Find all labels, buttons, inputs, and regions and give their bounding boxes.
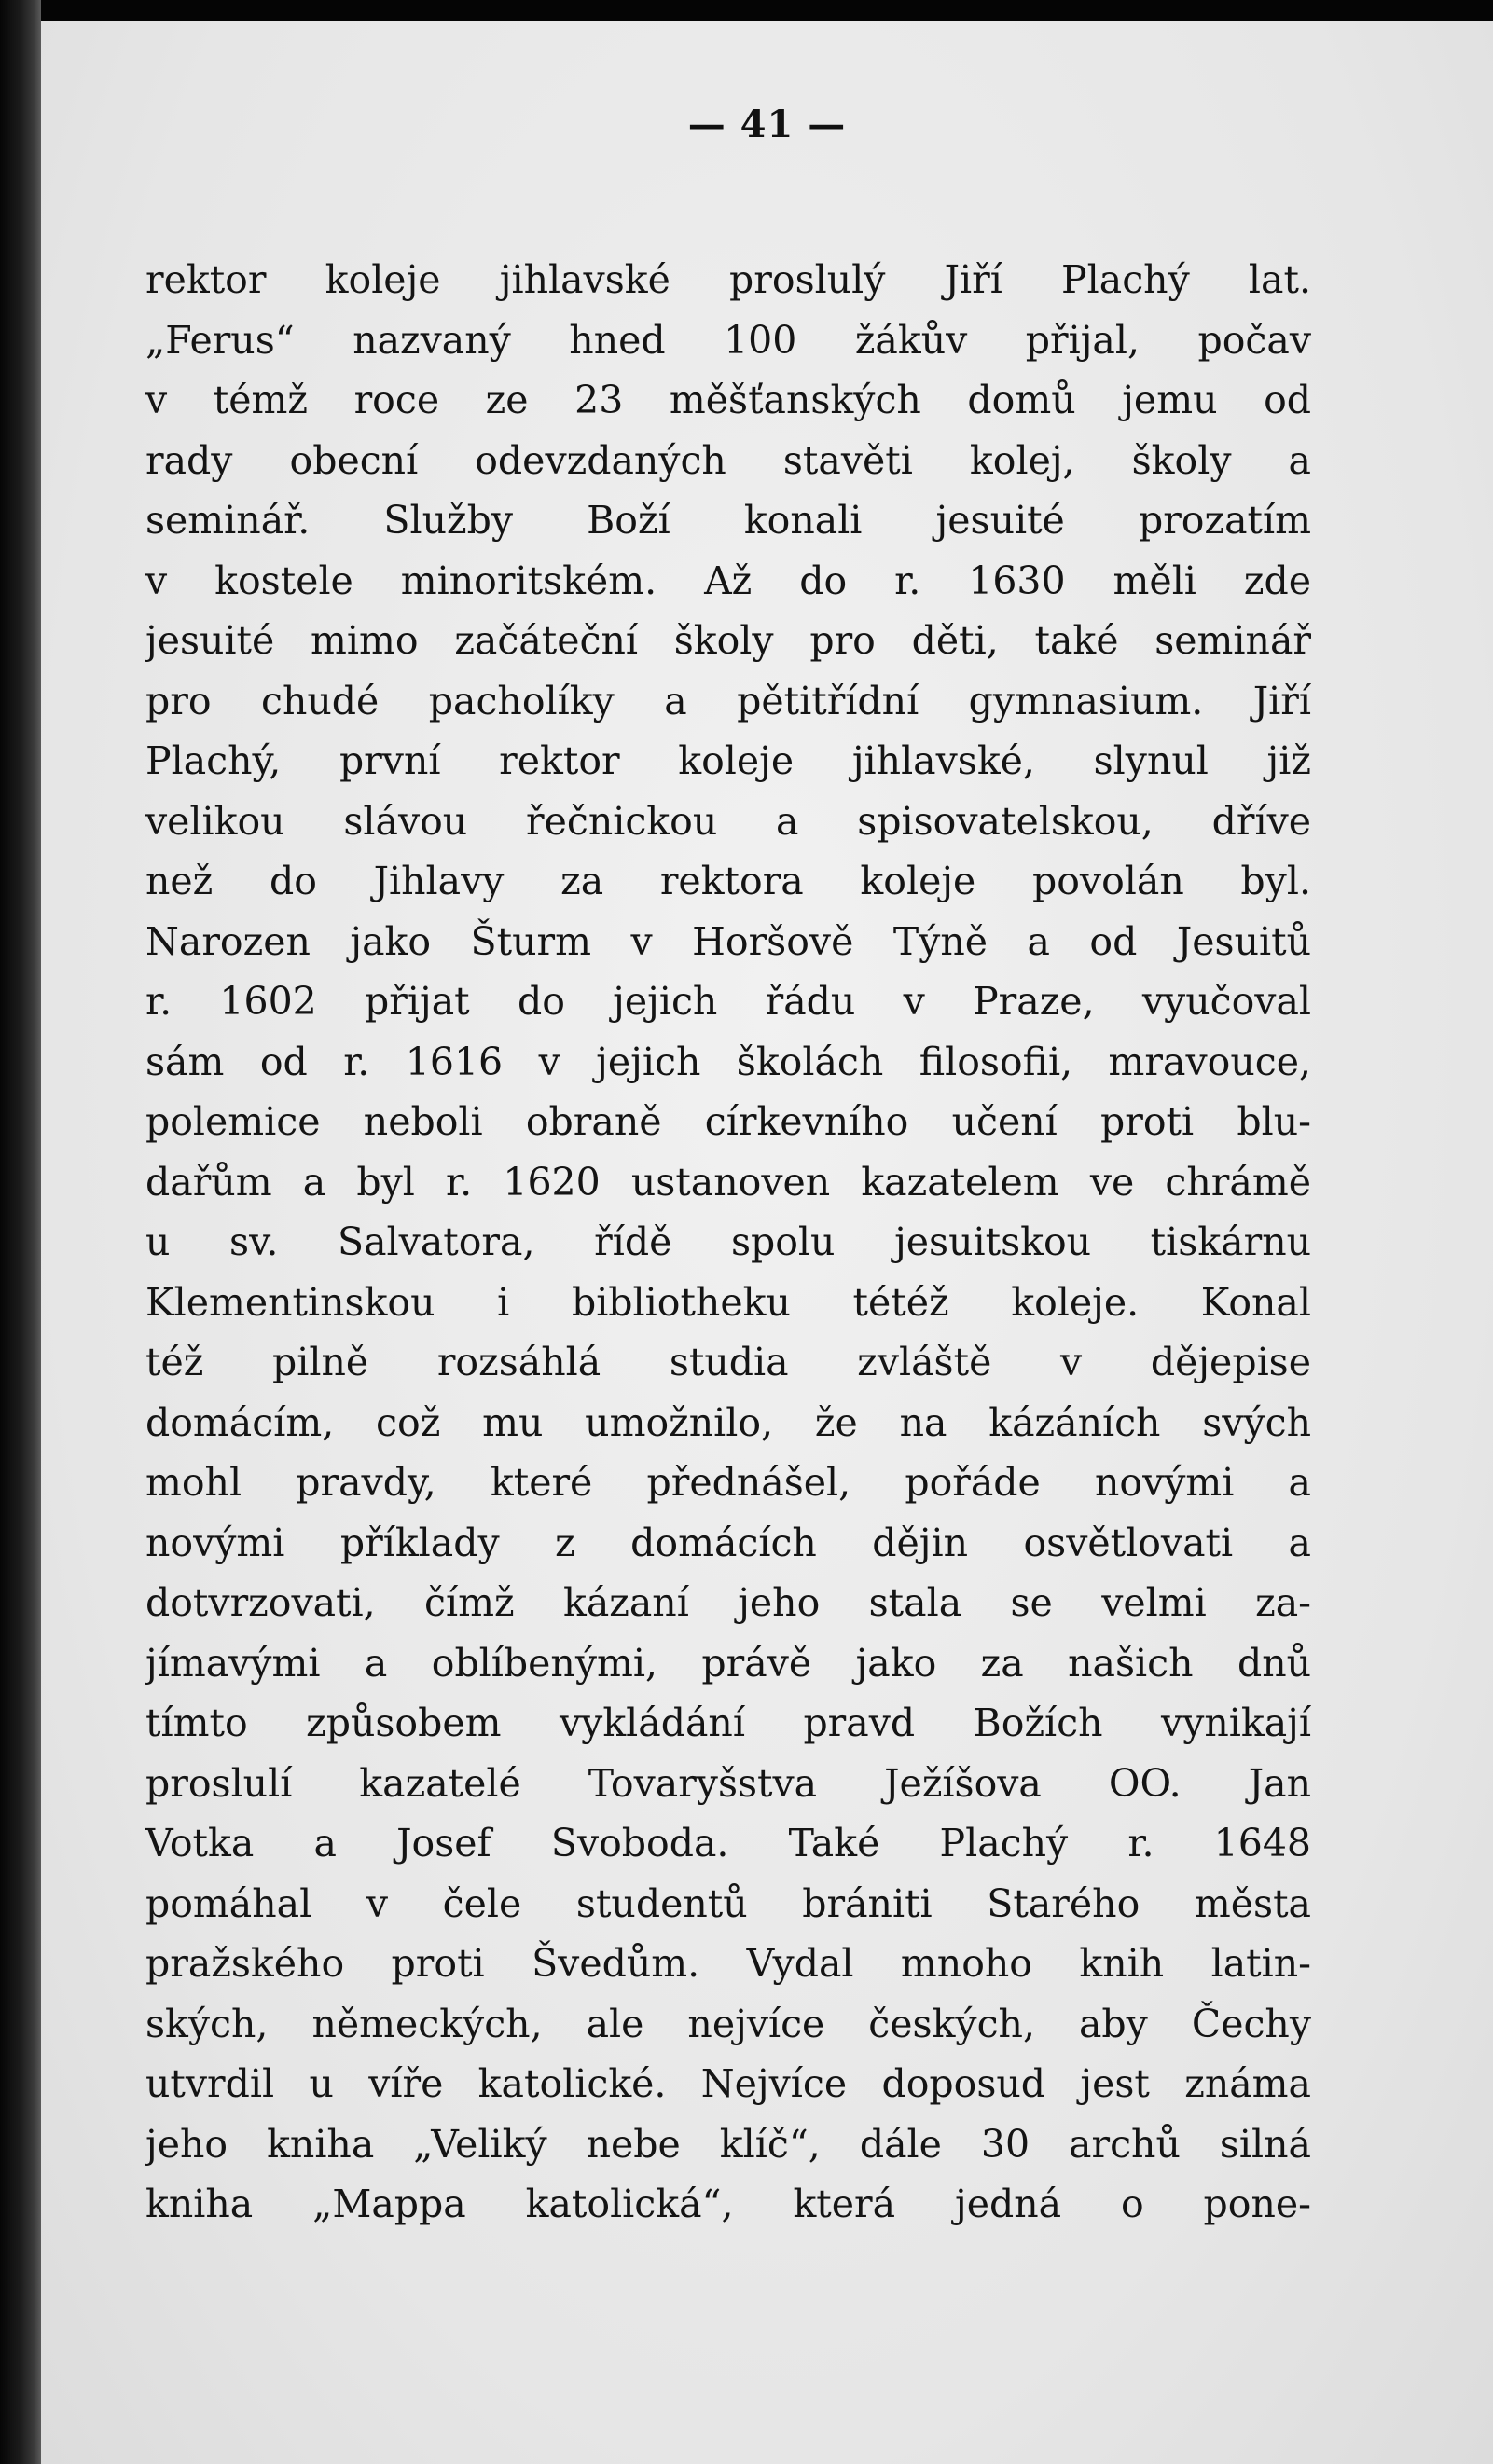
text-line: „Ferus“ nazvaný hned 100 žákův přijal, počav bbox=[145, 317, 1311, 363]
text-line: Votka a Josef Svoboda. Také Plachý r. 1648 bbox=[145, 1821, 1311, 1865]
text-line: u sv. Salvatora, řídě spolu jesuitskou tiskárnu bbox=[145, 1219, 1311, 1264]
text-line: jímavými a oblíbenými, právě jako za našich dnů bbox=[145, 1640, 1311, 1686]
book-page bbox=[41, 21, 1493, 2464]
text-line: v témž roce ze 23 měšťanských domů jemu od bbox=[145, 378, 1311, 422]
text-line: jeho kniha „Veliký nebe klíč“, dále 30 archů silná bbox=[145, 2121, 1311, 2167]
body-text bbox=[145, 250, 1311, 2235]
text-line: r. 1602 přijat do jejich řádu v Praze, vyučoval bbox=[145, 979, 1311, 1024]
text-line: ských, německých, ale nejvíce českých, aby Čechy bbox=[145, 2001, 1311, 2046]
text-line: jesuité mimo začáteční školy pro děti, také seminář bbox=[145, 618, 1311, 663]
text-line: dotvrzovati, čímž kázaní jeho stala se velmi za- bbox=[145, 1580, 1311, 1625]
text-line: Klementinskou i bibliotheku tétéž koleje. Konal bbox=[145, 1279, 1311, 1325]
text-line: novými příklady z domácích dějin osvětlovati a bbox=[145, 1520, 1311, 1565]
text-line: Plachý, první rektor koleje jihlavské, slynul již bbox=[145, 738, 1311, 783]
text-line: pro chudé pacholíky a pětitřídní gymnasium. Jiří bbox=[145, 678, 1311, 723]
text-line: rady obecní odevzdaných stavěti kolej, školy a bbox=[145, 437, 1311, 483]
text-line: sám od r. 1616 v jejich školách filosofii, mravouce, bbox=[145, 1039, 1311, 1084]
text-line: utvrdil u víře katolické. Nejvíce doposud jest známa bbox=[145, 2061, 1311, 2106]
text-line: velikou slávou řečnickou a spisovatelskou, dříve bbox=[145, 798, 1311, 844]
text-line: seminář. Služby Boží konali jesuité prozatím bbox=[145, 498, 1311, 543]
text-line: též pilně rozsáhlá studia zvláště v dějepise bbox=[145, 1340, 1311, 1384]
text-line: rektor koleje jihlavské proslulý Jiří Plachý lat. bbox=[145, 257, 1311, 302]
text-line: tímto způsobem vykládání pravd Božích vynikají bbox=[145, 1700, 1311, 1745]
text-line: pražského proti Švedům. Vydal mnoho knih latin- bbox=[145, 1941, 1311, 1986]
text-line: polemice neboli obraně církevního učení proti blu- bbox=[145, 1099, 1311, 1144]
page-number: — 41 — bbox=[687, 103, 847, 146]
text-line: v kostele minoritském. Až do r. 1630 měli zde bbox=[145, 557, 1311, 603]
text-line: domácím, což mu umožnilo, že na kázáních svých bbox=[145, 1399, 1311, 1445]
text-line: pomáhal v čele studentů brániti Starého města bbox=[145, 1880, 1311, 1926]
text-line: Narozen jako Šturm v Horšově Týně a od Jesuitů bbox=[145, 918, 1311, 964]
scan-left-edge bbox=[0, 0, 41, 2464]
text-line: mohl pravdy, které přednášel, pořáde novými a bbox=[145, 1460, 1311, 1505]
text-line: kniha „Mappa katolická“, která jedná o pone- bbox=[145, 2182, 1311, 2226]
text-line: proslulí kazatelé Tovaryšstva Ježíšova OO. Jan bbox=[145, 1760, 1311, 1806]
scan-top-edge bbox=[0, 0, 1493, 22]
text-line: dařům a byl r. 1620 ustanoven kazatelem ve chrámě bbox=[145, 1159, 1311, 1204]
text-line: než do Jihlavy za rektora koleje povolán byl. bbox=[145, 859, 1311, 903]
